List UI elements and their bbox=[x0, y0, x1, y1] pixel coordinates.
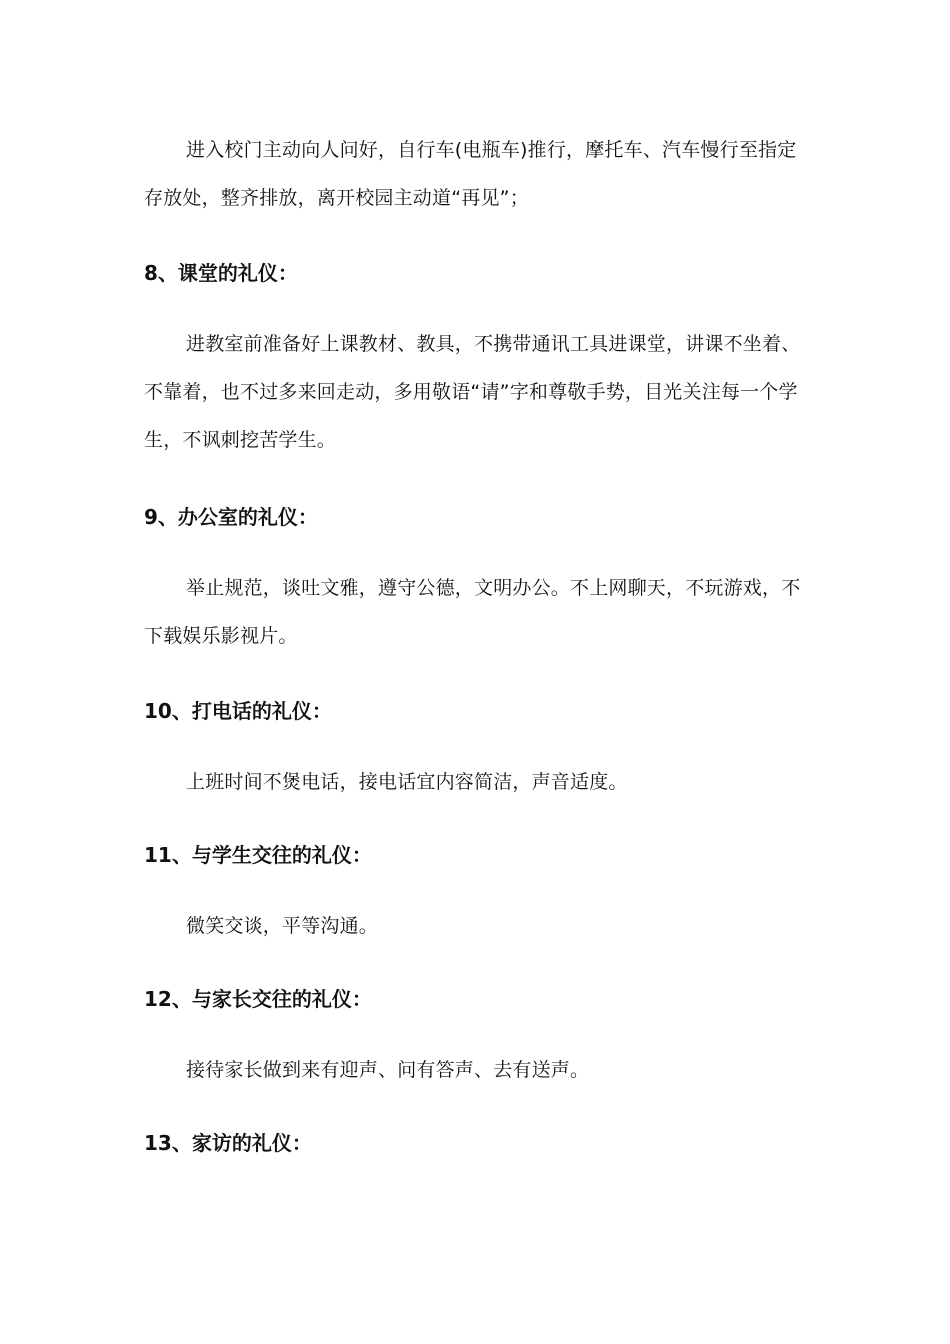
intro-block bbox=[144, 126, 804, 222]
section-heading-10 bbox=[144, 696, 804, 726]
section-body-11 bbox=[144, 902, 804, 950]
intro-paragraph: 进入校门主动向人问好，自行车(电瓶车)推行，摩托车、汽车慢行至指定存放处，整齐排放，离开校园主动道“再见”； bbox=[144, 139, 797, 209]
section-heading-9 bbox=[144, 502, 804, 532]
section-heading: 13、家访的礼仪： bbox=[144, 1131, 312, 1155]
section-heading: 12、与家长交往的礼仪： bbox=[144, 987, 372, 1011]
section-heading-12 bbox=[144, 984, 804, 1014]
section-heading-11 bbox=[144, 840, 804, 870]
section-paragraph: 进教室前准备好上课教材、教具，不携带通讯工具进课堂，讲课不坐着、不靠着，也不过多来回走动，多用敬语“请”字和尊敬手势，目光关注每一个学生，不讽刺挖苦学生。 bbox=[144, 333, 801, 451]
section-heading: 10、打电话的礼仪： bbox=[144, 699, 332, 723]
section-heading-8 bbox=[144, 258, 804, 288]
section-heading-13 bbox=[144, 1128, 804, 1158]
section-paragraph: 接待家长做到来有迎声、问有答声、去有送声。 bbox=[186, 1059, 590, 1081]
section-heading: 11、与学生交往的礼仪： bbox=[144, 843, 372, 867]
section-paragraph: 上班时间不煲电话，接电话宜内容简洁，声音适度。 bbox=[186, 771, 628, 793]
section-body-12 bbox=[144, 1046, 804, 1094]
section-heading: 9、办公室的礼仪： bbox=[144, 505, 318, 529]
section-body-10 bbox=[144, 758, 804, 806]
section-paragraph: 举止规范，谈吐文雅，遵守公德，文明办公。不上网聊天，不玩游戏，不下载娱乐影视片。 bbox=[144, 577, 801, 647]
section-heading: 8、课堂的礼仪： bbox=[144, 261, 298, 285]
section-paragraph: 微笑交谈，平等沟通。 bbox=[186, 915, 379, 937]
section-body-9 bbox=[144, 564, 804, 660]
section-body-8 bbox=[144, 320, 804, 464]
